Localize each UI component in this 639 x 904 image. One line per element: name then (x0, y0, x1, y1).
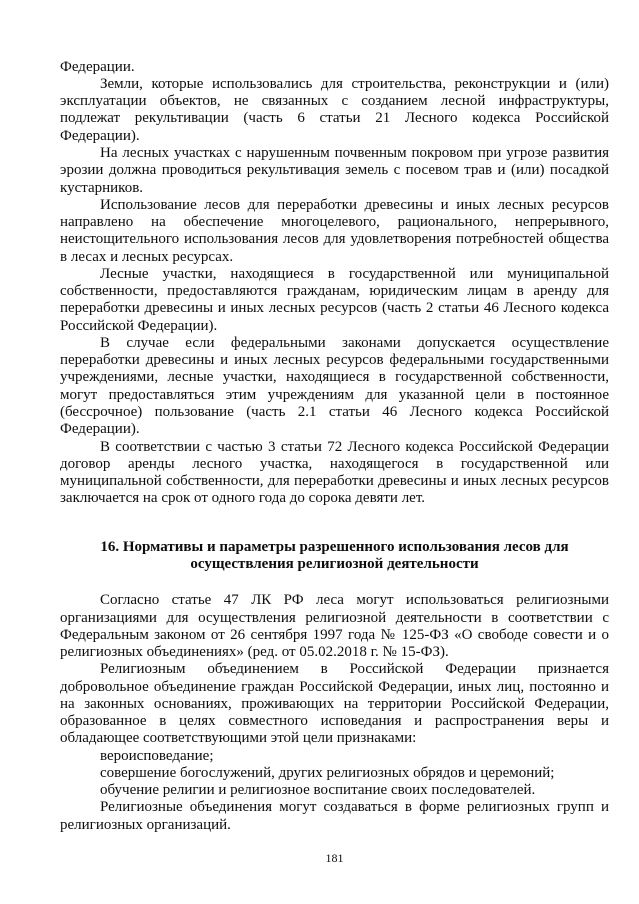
text-line: Религиозные объединения могут создаваться в форме религиозных групп и (100, 799, 609, 816)
text-line: могут предоставляться этим учреждениям для указанной цели в постоянное (60, 386, 609, 403)
text-line: переработки древесины и иных лесных ресурсов (часть 2 статьи 46 Лесного кодекса (60, 300, 609, 317)
text-line: религиозных объединениях» (ред. от 05.02.2018 г. № 15-ФЗ). (60, 644, 449, 661)
paragraph (60, 197, 609, 266)
text-line: муниципальной собственности, для переработки древесины и иных лесных ресурсов (60, 473, 609, 490)
text-line: Земли, которые использовались для строительства, реконструкции и (или) (100, 75, 609, 92)
paragraph (60, 592, 609, 661)
text-line: Согласно статье 47 ЛК РФ леса могут использоваться религиозными (100, 592, 609, 609)
text-line: направлено на обеспечение многоцелевого, рационального, непрерывного, (60, 214, 609, 231)
text-line: вероисповедание; (100, 747, 214, 764)
list-item (60, 765, 609, 782)
text-line: эксплуатации объектов, не связанных с созданием лесной инфраструктуры, (60, 93, 609, 110)
text-line: В случае если федеральными законами допускается осуществление (100, 334, 609, 351)
paragraph (60, 335, 609, 439)
text-line: обладающее соответствующими этой цели признаками: (60, 730, 417, 747)
text-line: договор аренды лесного участка, находящегося в государственной или (60, 455, 609, 472)
text-line: религиозных организаций. (60, 816, 231, 833)
paragraph (60, 76, 609, 145)
section-body (60, 592, 609, 834)
text-line: подлежат рекультивации (часть 6 статьи 21 Лесного кодекса Российской (60, 110, 609, 127)
text-line: Лесные участки, находящиеся в государственной или муниципальной (100, 265, 609, 282)
text-line: Использование лесов для переработки древесины и иных лесных ресурсов (100, 196, 609, 213)
paragraph (60, 59, 609, 76)
paragraph (60, 145, 609, 197)
text-line: На лесных участках с нарушенным почвенным покровом при угрозе развития (100, 145, 609, 162)
page-number: 181 (325, 851, 344, 865)
text-line: В соответствии с частью 3 статьи 72 Лесного кодекса Российской Федерации (100, 438, 609, 455)
text-line: учреждениями, лесные участки, находящиеся в государственной собственности, (60, 369, 609, 386)
paragraph (60, 266, 609, 335)
text-line: неистощительного использования лесов для удовлетворения потребностей общества (60, 231, 609, 248)
text-line: (бессрочное) пользование (часть 2.1 статьи 46 Лесного кодекса Российской (60, 404, 609, 420)
text-line: добровольное объединение граждан Российской Федерации, иных лиц, постоянно и (60, 678, 609, 695)
text-line: собственности, предоставляются гражданам, юридическим лицам в аренду для (60, 283, 609, 300)
text-line: переработки древесины и иных лесных ресурсов федеральными государственными (60, 352, 609, 369)
text-line: организациями для осуществления религиозной деятельности в соответствии с (60, 609, 609, 626)
list-item (60, 748, 609, 765)
paragraph (60, 799, 609, 834)
text-line: Религиозным объединением в Российской Федерации признается (100, 661, 609, 678)
paragraph (60, 439, 609, 508)
text-line: обучение религии и религиозное воспитание своих последователей. (100, 782, 536, 799)
text-line: на законных основаниях, проживающих на территории Российской Федерации, (60, 695, 609, 712)
text-line: эрозии должна проводиться рекультивация земель с посевом трав и (или) посадкой (60, 162, 609, 179)
section-heading (60, 539, 609, 574)
text-line: Федерации. (60, 58, 135, 75)
list-item (60, 782, 609, 799)
paragraph (60, 661, 609, 747)
text-line: Федерации). (60, 127, 140, 144)
text-line: Российской Федерации). (60, 317, 218, 334)
body-text (60, 59, 609, 508)
text-line: заключается на срок от одного года до сорока девяти лет. (60, 490, 426, 507)
heading-line: 16. Нормативы и параметры разрешенного использования лесов для (100, 538, 569, 555)
text-line: в лесах и лесных ресурсах. (60, 248, 234, 265)
text-line: Федеральным законом от 26 сентября 1997 года № 125-ФЗ «О свободе совести и о (60, 626, 609, 643)
heading-line: осуществления религиозной деятельности (190, 555, 479, 572)
text-line: образованное в целях совместного исповедания и распространения веры и (60, 713, 609, 730)
text-line: кустарников. (60, 179, 144, 196)
text-line: Федерации). (60, 421, 140, 438)
text-line: совершение богослужений, других религиозных обрядов и церемоний; (100, 764, 555, 781)
